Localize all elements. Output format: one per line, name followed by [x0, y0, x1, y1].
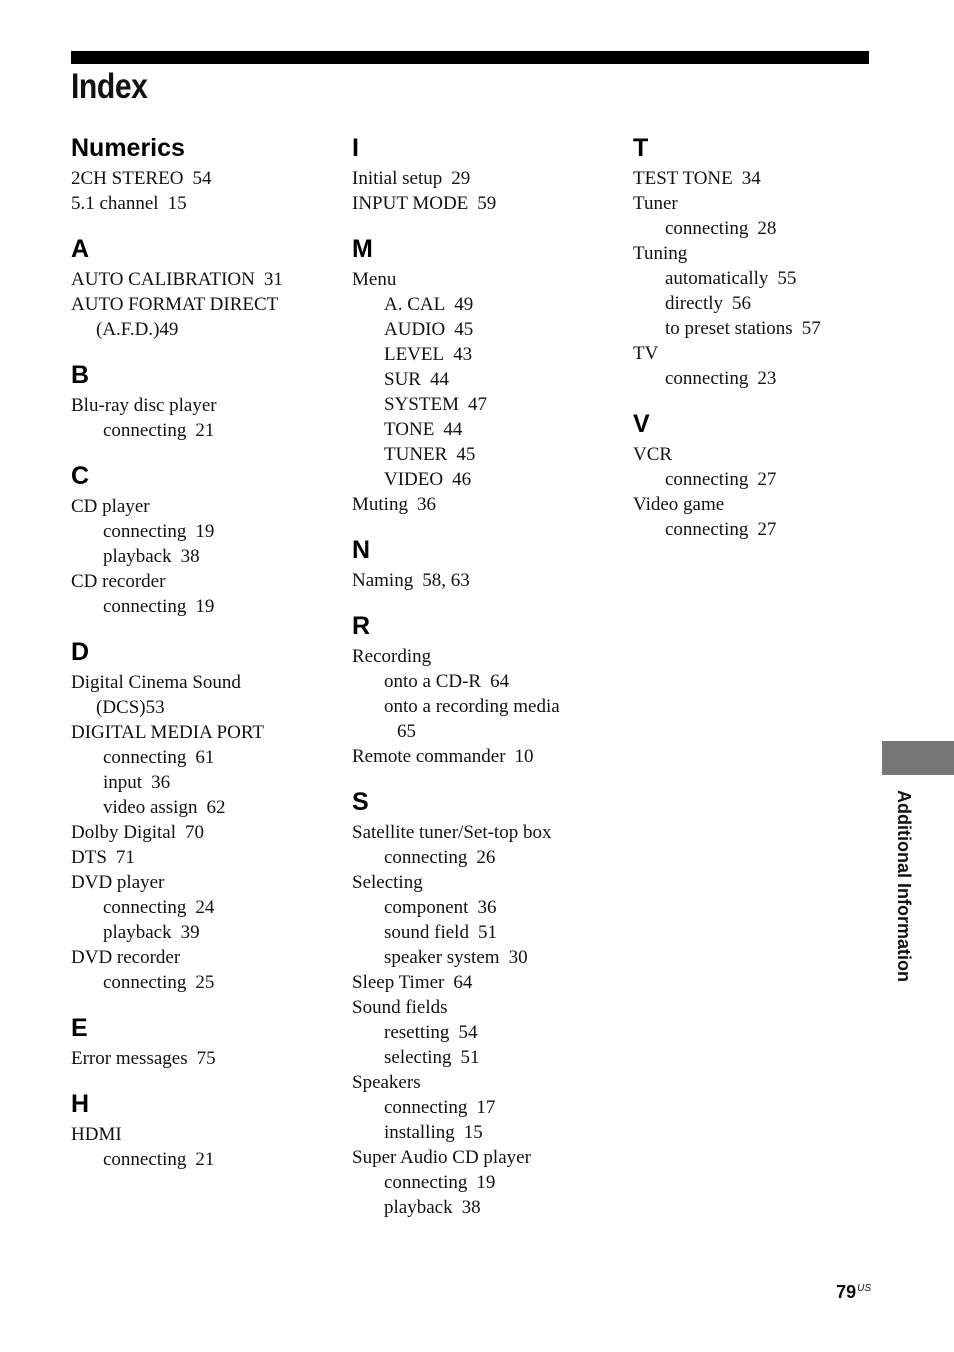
index-entry — [352, 392, 612, 417]
index-term: Selecting — [352, 872, 423, 893]
page-ref: 44 — [429, 369, 449, 390]
index-entry — [71, 920, 331, 945]
index-entry — [71, 393, 331, 418]
index-entry — [352, 317, 612, 342]
index-entry — [352, 1145, 612, 1170]
page-ref: 38 — [461, 1197, 481, 1218]
index-term: connecting — [103, 596, 187, 617]
index-entry — [633, 241, 893, 266]
index-entry — [71, 770, 331, 795]
index-term: Sound fields — [352, 997, 448, 1018]
index-term: Initial setup — [352, 168, 443, 189]
index-term: playback — [384, 1197, 453, 1218]
index-term: automatically — [665, 268, 769, 289]
section-heading: D — [71, 638, 90, 666]
index-section — [352, 784, 612, 1220]
index-term: TUNER — [384, 444, 448, 465]
index-term: Super Audio CD player — [352, 1147, 531, 1168]
index-term: AUTO CALIBRATION — [71, 269, 255, 290]
index-term: to preset stations — [665, 318, 793, 339]
index-term: (A.F.D.) — [96, 319, 160, 340]
page-ref: 30 — [508, 947, 528, 968]
index-entry — [352, 644, 612, 669]
index-entry — [352, 442, 612, 467]
index-term: Menu — [352, 269, 397, 290]
index-entry — [352, 1020, 612, 1045]
index-term: Digital Cinema Sound — [71, 672, 241, 693]
page-ref: 27 — [757, 469, 777, 490]
section-heading: I — [352, 134, 359, 162]
page-ref: 43 — [453, 344, 473, 365]
index-entry — [352, 166, 612, 191]
index-term: Naming — [352, 570, 414, 591]
index-term: AUTO FORMAT DIRECT — [71, 294, 279, 315]
page-number — [836, 1282, 871, 1303]
page-ref: 38 — [180, 546, 200, 567]
page-ref: 36 — [477, 897, 497, 918]
index-entry — [352, 1195, 612, 1220]
page-number-value: 79 — [836, 1282, 857, 1302]
section-heading: T — [633, 134, 649, 162]
section-heading: H — [71, 1090, 90, 1118]
index-term: HDMI — [71, 1124, 122, 1145]
page-ref: 44 — [443, 419, 463, 440]
index-term: playback — [103, 922, 172, 943]
section-tab-marker — [882, 741, 954, 775]
index-column-2 — [352, 130, 612, 1220]
page-ref: 71 — [115, 847, 135, 868]
page-ref: 29 — [451, 168, 471, 189]
section-heading: C — [71, 462, 90, 490]
page-ref: 31 — [263, 269, 283, 290]
index-term: DVD player — [71, 872, 165, 893]
index-term: Speakers — [352, 1072, 421, 1093]
index-term: Satellite tuner/Set-top box — [352, 822, 552, 843]
page-ref: 55 — [777, 268, 797, 289]
index-entry — [71, 870, 331, 895]
index-entry — [71, 1122, 331, 1147]
index-entry — [71, 695, 331, 720]
page-ref: 54 — [458, 1022, 478, 1043]
index-entry — [352, 870, 612, 895]
page-ref: 36 — [416, 494, 436, 515]
section-heading: N — [352, 536, 371, 564]
index-term: onto a CD-R — [384, 671, 482, 692]
index-term: resetting — [384, 1022, 450, 1043]
index-entry — [352, 694, 612, 719]
page-ref: 51 — [460, 1047, 480, 1068]
page-ref: 65 — [397, 721, 416, 742]
index-entry — [352, 920, 612, 945]
page-ref: 19 — [195, 521, 215, 542]
index-entry — [71, 544, 331, 569]
section-heading: E — [71, 1014, 88, 1042]
index-entry — [633, 366, 893, 391]
page-ref: 56 — [732, 293, 752, 314]
index-term: DTS — [71, 847, 107, 868]
page-ref: 15 — [167, 193, 187, 214]
index-entry — [633, 341, 893, 366]
index-entry — [352, 820, 612, 845]
index-entry — [633, 442, 893, 467]
index-term: sound field — [384, 922, 469, 943]
index-entry — [352, 1095, 612, 1120]
index-term: VCR — [633, 444, 673, 465]
index-section — [71, 357, 331, 443]
index-entry — [352, 417, 612, 442]
index-entry — [352, 1070, 612, 1095]
page-ref: 19 — [195, 596, 215, 617]
index-entry — [352, 492, 612, 517]
index-entry — [352, 292, 612, 317]
index-section — [633, 130, 893, 391]
index-entry — [71, 745, 331, 770]
page-number-suffix: US — [857, 1283, 871, 1294]
index-term: SUR — [384, 369, 421, 390]
index-entry — [352, 945, 612, 970]
index-term: Blu-ray disc player — [71, 395, 217, 416]
page-ref: 53 — [145, 697, 165, 718]
index-section — [71, 458, 331, 619]
index-term: connecting — [384, 1097, 468, 1118]
index-term: Muting — [352, 494, 408, 515]
page-ref: 15 — [463, 1122, 483, 1143]
section-side-label: Additional Information — [894, 790, 914, 982]
index-entry — [71, 895, 331, 920]
index-term: connecting — [103, 972, 187, 993]
index-term: Error messages — [71, 1048, 188, 1069]
index-section — [352, 231, 612, 517]
index-entry — [71, 1147, 331, 1172]
section-heading: Numerics — [71, 134, 185, 162]
index-entry — [71, 267, 331, 292]
index-entry — [71, 519, 331, 544]
index-entry — [352, 970, 612, 995]
page-ref: 49 — [159, 319, 179, 340]
index-entry — [633, 191, 893, 216]
page-ref: 49 — [454, 294, 474, 315]
index-term: selecting — [384, 1047, 452, 1068]
index-entry — [352, 1170, 612, 1195]
index-entry — [352, 191, 612, 216]
index-entry — [352, 568, 612, 593]
page-ref: 45 — [456, 444, 476, 465]
index-entry — [71, 494, 331, 519]
index-term: input — [103, 772, 143, 793]
index-entry — [71, 720, 331, 745]
index-section — [352, 608, 612, 769]
page-ref: 21 — [195, 1149, 215, 1170]
index-term: 2CH STEREO — [71, 168, 184, 189]
page-ref: 17 — [476, 1097, 496, 1118]
index-entry — [352, 845, 612, 870]
index-entry — [633, 266, 893, 291]
index-term: Tuning — [633, 243, 688, 264]
index-entry — [633, 166, 893, 191]
page-ref: 23 — [757, 368, 777, 389]
index-term: playback — [103, 546, 172, 567]
index-section — [352, 130, 612, 216]
page-ref: 59 — [477, 193, 497, 214]
index-entry — [633, 216, 893, 241]
index-entry — [352, 995, 612, 1020]
page-ref: 28 — [757, 218, 777, 239]
index-entry — [71, 569, 331, 594]
section-heading: A — [71, 235, 90, 263]
index-term: connecting — [665, 469, 749, 490]
section-heading: V — [633, 410, 650, 438]
index-section — [352, 532, 612, 593]
index-term: directly — [665, 293, 724, 314]
index-term: Remote commander — [352, 746, 506, 767]
page-title: Index — [71, 67, 148, 106]
index-entry — [352, 1120, 612, 1145]
index-term: DIGITAL MEDIA PORT — [71, 722, 264, 743]
page-ref: 19 — [476, 1172, 496, 1193]
page-ref: 47 — [467, 394, 487, 415]
page-ref: 58, 63 — [422, 570, 470, 591]
index-entry — [71, 594, 331, 619]
index-entry — [352, 744, 612, 769]
index-entry — [71, 970, 331, 995]
section-heading: R — [352, 612, 371, 640]
page-ref: 39 — [180, 922, 200, 943]
page-ref: 51 — [477, 922, 497, 943]
page-ref: 64 — [490, 671, 510, 692]
index-term: connecting — [384, 1172, 468, 1193]
index-term: CD recorder — [71, 571, 166, 592]
index-term: LEVEL — [384, 344, 445, 365]
page-ref: 21 — [195, 420, 215, 441]
page-ref: 61 — [195, 747, 215, 768]
index-entry — [352, 895, 612, 920]
index-term: Sleep Timer — [352, 972, 445, 993]
index-entry — [71, 945, 331, 970]
index-term: component — [384, 897, 469, 918]
index-term: 5.1 channel — [71, 193, 159, 214]
page-ref: 70 — [185, 822, 205, 843]
section-heading: M — [352, 235, 373, 263]
index-section — [71, 634, 331, 995]
index-entry — [352, 719, 612, 744]
index-column-3 — [633, 130, 893, 542]
index-entry — [352, 669, 612, 694]
page-ref: 26 — [476, 847, 496, 868]
index-entry — [71, 418, 331, 443]
index-term: AUDIO — [384, 319, 446, 340]
index-term: connecting — [665, 218, 749, 239]
index-entry — [352, 342, 612, 367]
index-term: connecting — [103, 897, 187, 918]
page-ref: 75 — [196, 1048, 216, 1069]
index-term: Dolby Digital — [71, 822, 177, 843]
page-ref: 45 — [454, 319, 474, 340]
index-term: connecting — [103, 521, 187, 542]
index-term: connecting — [665, 368, 749, 389]
index-section — [71, 1086, 331, 1172]
index-entry — [352, 1045, 612, 1070]
page-ref: 36 — [151, 772, 171, 793]
index-term: Video game — [633, 494, 725, 515]
index-entry — [352, 467, 612, 492]
index-term: VIDEO — [384, 469, 444, 490]
index-entry — [633, 467, 893, 492]
index-entry — [71, 317, 331, 342]
index-section — [71, 130, 331, 216]
page-ref: 54 — [192, 168, 212, 189]
page-ref: 24 — [195, 897, 215, 918]
index-term: CD player — [71, 496, 150, 517]
index-term: installing — [384, 1122, 455, 1143]
index-term: TV — [633, 343, 659, 364]
index-section — [633, 406, 893, 542]
index-entry — [71, 845, 331, 870]
index-entry — [71, 820, 331, 845]
page-ref: 46 — [452, 469, 472, 490]
index-term: SYSTEM — [384, 394, 459, 415]
index-column-1 — [71, 130, 331, 1172]
index-entry — [352, 367, 612, 392]
index-term: A. CAL — [384, 294, 446, 315]
index-entry — [71, 191, 331, 216]
index-section — [71, 231, 331, 342]
page-ref: 64 — [453, 972, 473, 993]
page-ref: 10 — [514, 746, 534, 767]
index-term: DVD recorder — [71, 947, 181, 968]
index-entry — [352, 267, 612, 292]
index-term: connecting — [103, 747, 187, 768]
index-section — [71, 1010, 331, 1071]
page-ref: 25 — [195, 972, 215, 993]
index-term: (DCS) — [96, 697, 146, 718]
index-term: connecting — [103, 420, 187, 441]
index-term: INPUT MODE — [352, 193, 469, 214]
index-term: Tuner — [633, 193, 678, 214]
section-heading: S — [352, 788, 369, 816]
page-ref: 34 — [741, 168, 761, 189]
index-entry — [633, 492, 893, 517]
index-entry — [71, 795, 331, 820]
index-entry — [633, 291, 893, 316]
page-ref: 57 — [801, 318, 821, 339]
index-entry — [633, 517, 893, 542]
index-term: video assign — [103, 797, 198, 818]
index-entry — [71, 292, 331, 317]
page-ref: 27 — [757, 519, 777, 540]
index-entry — [71, 670, 331, 695]
index-entry — [71, 1046, 331, 1071]
section-heading: B — [71, 361, 90, 389]
index-term: speaker system — [384, 947, 500, 968]
index-term: TONE — [384, 419, 435, 440]
page-ref: 62 — [206, 797, 226, 818]
index-term: Recording — [352, 646, 432, 667]
index-term: connecting — [665, 519, 749, 540]
index-entry — [633, 316, 893, 341]
top-rule — [71, 51, 869, 64]
index-term: TEST TONE — [633, 168, 733, 189]
index-term: connecting — [384, 847, 468, 868]
index-entry — [71, 166, 331, 191]
index-term: connecting — [103, 1149, 187, 1170]
index-term: onto a recording media — [384, 696, 560, 717]
